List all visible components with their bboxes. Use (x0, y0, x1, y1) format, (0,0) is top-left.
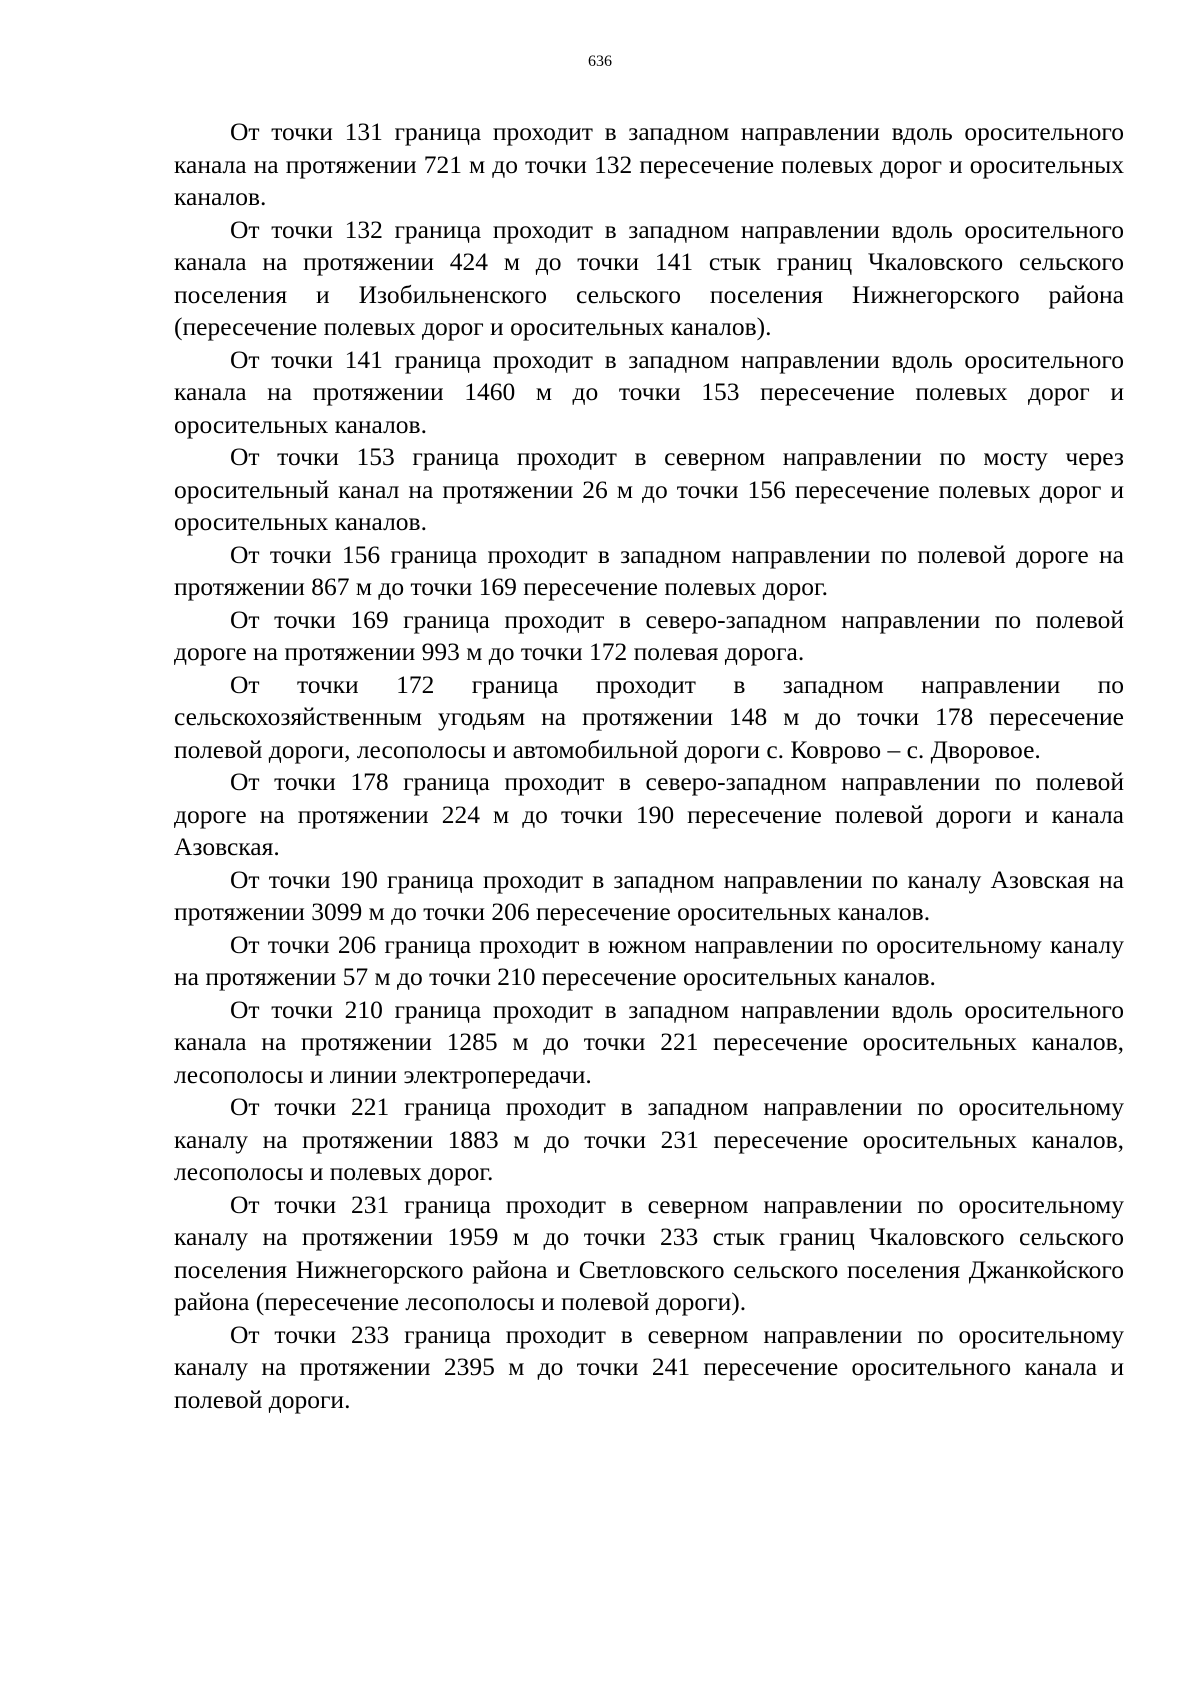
page-number: 636 (588, 53, 612, 70)
paragraph: От точки 141 граница проходит в западном направлении вдоль оросительного канала на протяжении 1460 м до точки 153 пересечение полевых дорог и оросительных каналов. (174, 344, 1124, 439)
paragraph: От точки 221 граница проходит в западном направлении по оросительному каналу на протяжении 1883 м до точки 231 пересечение оросительных каналов, лесополосы и полевых дорог. (174, 1092, 1124, 1186)
paragraph: От точки 231 граница проходит в северном направлении по оросительному каналу на протяжении 1959 м до точки 233 стык границ Чкаловского сельского поселения Нижнегорского района и Светловского сельского поселения Джанкойского района (пересечение лесополосы и полевой дороги). (174, 1189, 1124, 1316)
paragraph: От точки 178 граница проходит в северо-западном направлении по полевой дороге на протяжении 224 м до точки 190 пересечение полевой дороги и канала Азовская. (174, 767, 1124, 861)
paragraph: От точки 172 граница проходит в западном направлении по сельскохозяйственным угодьям на протяжении 148 м до точки 178 пересечение полевой дороги, лесополосы и автомобильной дороги с. Коврово – с. Дворовое. (174, 669, 1124, 764)
paragraph: От точки 210 граница проходит в западном направлении вдоль оросительного канала на протяжении 1285 м до точки 221 пересечение оросительных каналов, лесополосы и линии электропередачи. (174, 994, 1124, 1089)
paragraph: От точки 169 граница проходит в северо-западном направлении по полевой дороге на протяжении 993 м до точки 172 полевая дорога. (174, 604, 1124, 666)
paragraph: От точки 206 граница проходит в южном направлении по оросительному каналу на протяжении 57 м до точки 210 пересечение оросительных каналов. (174, 929, 1124, 991)
paragraph: От точки 156 граница проходит в западном направлении по полевой дороге на протяжении 867 м до точки 169 пересечение полевых дорог. (174, 539, 1124, 601)
paragraph: От точки 131 граница проходит в западном направлении вдоль оросительного канала на протяжении 721 м до точки 132 пересечение полевых дорог и оросительных каналов. (174, 117, 1124, 211)
document-body (174, 116, 1124, 1416)
paragraph: От точки 132 граница проходит в западном направлении вдоль оросительного канала на протяжении 424 м до точки 141 стык границ Чкаловского сельского поселения и Изобильненского сельского поселения Нижнегорского района (пересечение полевых дорог и оросительных каналов). (174, 214, 1124, 341)
paragraph: От точки 233 граница проходит в северном направлении по оросительному каналу на протяжении 2395 м до точки 241 пересечение оросительного канала и полевой дороги. (174, 1319, 1124, 1414)
paragraph: От точки 153 граница проходит в северном направлении по мосту через оросительный канал на протяжении 26 м до точки 156 пересечение полевых дорог и оросительных каналов. (174, 442, 1124, 536)
paragraph: От точки 190 граница проходит в западном направлении по каналу Азовская на протяжении 3099 м до точки 206 пересечение оросительных каналов. (174, 864, 1124, 926)
